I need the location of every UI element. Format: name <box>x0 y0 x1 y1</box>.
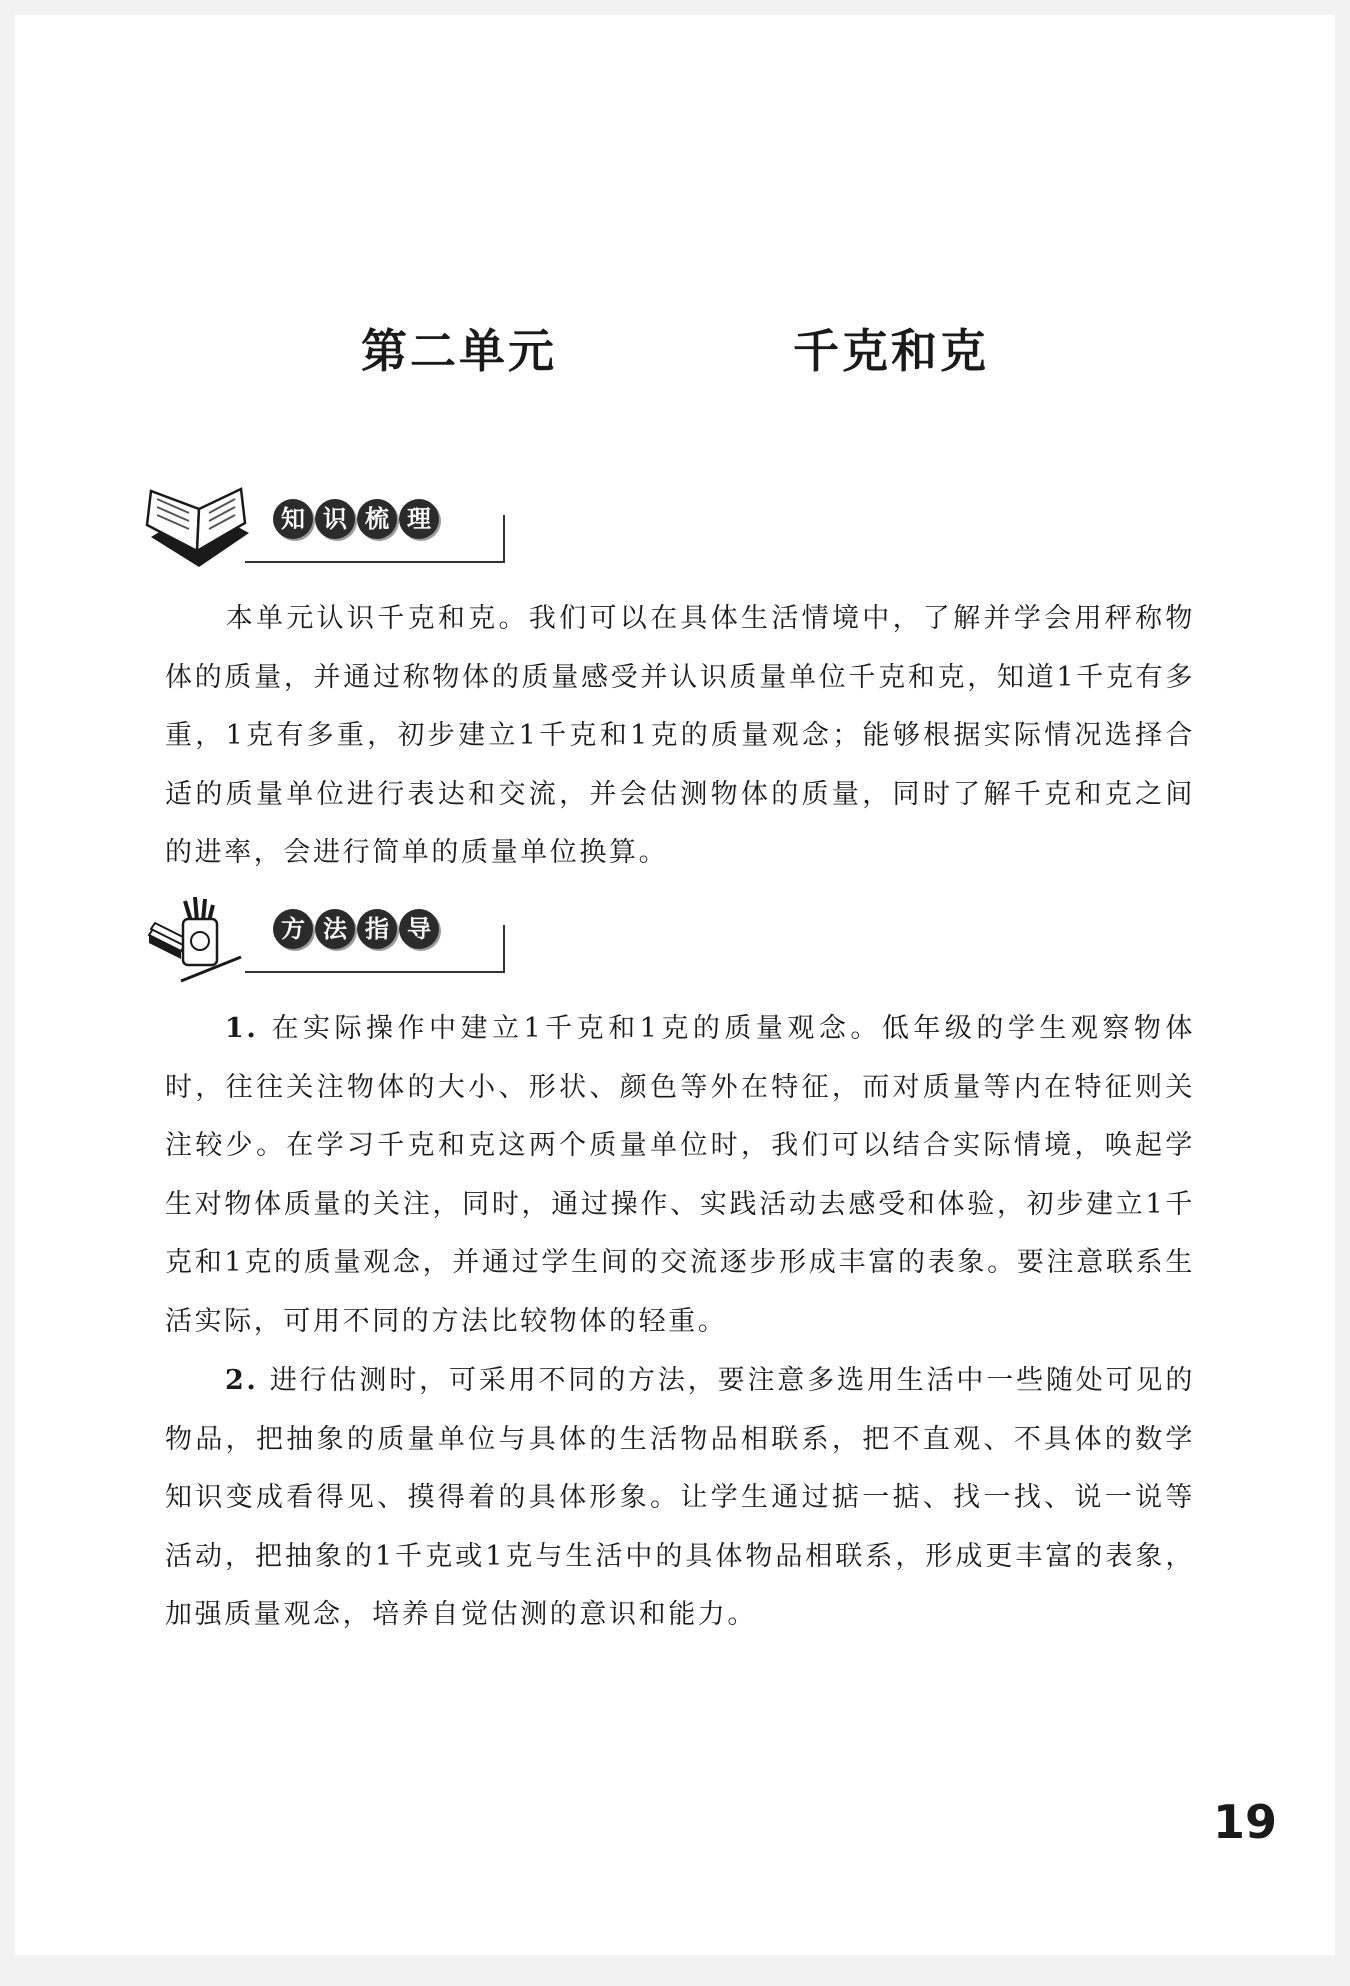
heading-char: 指 <box>357 909 397 949</box>
heading-char: 理 <box>399 499 439 539</box>
heading-char: 识 <box>315 499 355 539</box>
heading-title <box>273 909 439 949</box>
section-heading-knowledge <box>145 485 505 575</box>
paragraph-text: 本单元认识千克和克。我们可以在具体生活情境中，了解并学会用秤称物体的质量，并通过称物体的质量感受并认识质量单位千克和克，知道1千克有多重，1克有多重，初步建立1千克和1克的质量观念；能够根据实际情况选择合适的质量单位进行表达和交流，并会估测物体的质量，同时了解千克和克之间的进率，会进行简单的质量单位换算。 <box>165 603 1195 868</box>
paragraph-text: 进行估测时，可采用不同的方法，要注意多选用生活中一些随处可见的物品，把抽象的质量单位与具体的生活物品相联系，把不直观、不具体的数学知识变成看得见、摸得着的具体形象。让学生通过掂一掂、找一找、说一说等活动，把抽象的1千克或1克与生活中的具体物品相联系，形成更丰富的表象，加强质量观念，培养自觉估测的意识和能力。 <box>165 1365 1195 1630</box>
paragraph-number: 2. <box>225 1365 259 1396</box>
paragraph-number: 1. <box>225 1013 259 1044</box>
document-page <box>15 15 1335 1955</box>
heading-char: 方 <box>273 909 313 949</box>
heading-char: 导 <box>399 909 439 949</box>
pencil-cup-icon <box>145 895 255 985</box>
paragraph <box>165 590 1195 883</box>
heading-char: 梳 <box>357 499 397 539</box>
paragraph <box>165 1352 1195 1645</box>
paragraph <box>165 1000 1195 1351</box>
heading-title <box>273 499 439 539</box>
paragraph-text: 在实际操作中建立1千克和1克的质量观念。低年级的学生观察物体时，往往关注物体的大小、形状、颜色等外在特征，而对质量等内在特征则关注较少。在学习千克和克这两个质量单位时，我们可以结合实际情境，唤起学生对物体质量的关注，同时，通过操作、实践活动去感受和体验，初步建立1千克和1克的质量观念，并通过学生间的交流逐步形成丰富的表象。要注意联系生活实际，可用不同的方法比较物体的轻重。 <box>165 1013 1195 1337</box>
section-heading-method <box>145 895 505 985</box>
page-number: 19 <box>1212 1795 1277 1849</box>
heading-char: 法 <box>315 909 355 949</box>
page-title: 第二单元 千克和克 <box>360 324 990 378</box>
open-book-icon <box>145 485 255 575</box>
heading-char: 知 <box>273 499 313 539</box>
